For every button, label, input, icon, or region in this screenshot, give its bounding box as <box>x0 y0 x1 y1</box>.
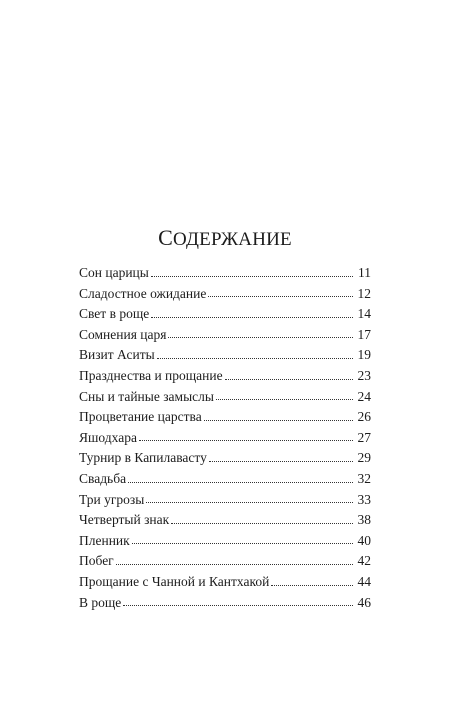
dot-leader <box>151 276 353 277</box>
toc-entry-title: Сон царицы <box>79 265 149 280</box>
dot-leader <box>151 317 353 318</box>
toc-entry[interactable] <box>79 407 371 428</box>
toc-entry[interactable] <box>79 510 371 531</box>
dot-leader <box>132 543 353 544</box>
toc-entry-title: В роще <box>79 594 122 610</box>
toc-entry-title: Прощание с Чанной и Кантхакой <box>79 573 270 589</box>
toc-entry[interactable] <box>79 366 371 387</box>
toc-entry-title: Сомнения царя <box>79 326 167 342</box>
toc-list <box>79 263 371 613</box>
toc-entry-title: Три угрозы <box>79 491 145 507</box>
toc-entry[interactable] <box>79 263 371 284</box>
dot-leader <box>204 420 353 421</box>
dot-leader <box>216 399 353 400</box>
dot-leader <box>157 358 353 359</box>
toc-entry[interactable] <box>79 490 371 511</box>
dot-leader <box>128 482 353 483</box>
toc-entry-page: 27 <box>357 429 371 445</box>
toc-entry-title: Визит Аситы <box>79 347 155 363</box>
toc-entry-title: Сны и тайные замыслы <box>79 388 214 404</box>
toc-entry-title: Процветание царства <box>79 409 202 425</box>
toc-entry[interactable] <box>79 469 371 490</box>
toc-entry-title: Сладостное ожидание <box>79 285 207 301</box>
toc-entry-page: 40 <box>357 532 371 548</box>
toc-entry-page: 32 <box>357 470 371 486</box>
toc-entry-page: 38 <box>357 512 371 528</box>
toc-entry-page: 12 <box>357 285 371 301</box>
dot-leader <box>209 461 353 462</box>
toc-entry-page: 11 <box>358 265 371 280</box>
toc-entry[interactable] <box>79 428 371 449</box>
toc-entry-title: Побег <box>79 553 114 569</box>
dot-leader <box>208 296 353 297</box>
toc-entry[interactable] <box>79 284 371 305</box>
toc-entry[interactable] <box>79 593 371 614</box>
toc-entry-page: 23 <box>357 367 371 383</box>
toc-entry-title: Яшодхара <box>79 429 137 445</box>
toc-entry-page: 26 <box>357 409 371 425</box>
dot-leader <box>271 585 353 586</box>
toc-entry-page: 19 <box>357 347 371 363</box>
dot-leader <box>123 605 353 606</box>
toc-entry-title: Пленник <box>79 532 130 548</box>
toc-entry-page: 46 <box>357 594 371 610</box>
page-title <box>0 227 450 249</box>
toc-entry[interactable] <box>79 448 371 469</box>
dot-leader <box>139 440 353 441</box>
title-rest: ОДЕРЖАНИЕ <box>173 229 292 250</box>
dot-leader <box>116 564 353 565</box>
toc-entry-page: 14 <box>357 306 371 322</box>
toc-entry[interactable] <box>79 325 371 346</box>
toc-entry[interactable] <box>79 551 371 572</box>
toc-entry[interactable] <box>79 531 371 552</box>
dot-leader <box>225 379 353 380</box>
toc-entry-page: 33 <box>357 491 371 507</box>
title-initial: С <box>158 225 174 250</box>
toc-entry[interactable] <box>79 304 371 325</box>
toc-entry-page: 44 <box>357 573 371 589</box>
toc-entry-page: 42 <box>357 553 371 569</box>
dot-leader <box>146 502 353 503</box>
toc-entry-page: 17 <box>357 326 371 342</box>
toc-entry-page: 24 <box>357 388 371 404</box>
toc-entry[interactable] <box>79 345 371 366</box>
toc-entry-title: Турнир в Капилавасту <box>79 450 207 466</box>
toc-entry[interactable] <box>79 387 371 408</box>
dot-leader <box>171 523 353 524</box>
dot-leader <box>168 337 353 338</box>
toc-entry-title: Празднества и прощание <box>79 367 223 383</box>
toc-entry[interactable] <box>79 572 371 593</box>
toc-entry-page: 29 <box>357 450 371 466</box>
toc-entry-title: Свет в роще <box>79 306 150 322</box>
toc-entry-title: Четвертый знак <box>79 512 170 528</box>
toc-entry-title: Свадьба <box>79 470 127 486</box>
